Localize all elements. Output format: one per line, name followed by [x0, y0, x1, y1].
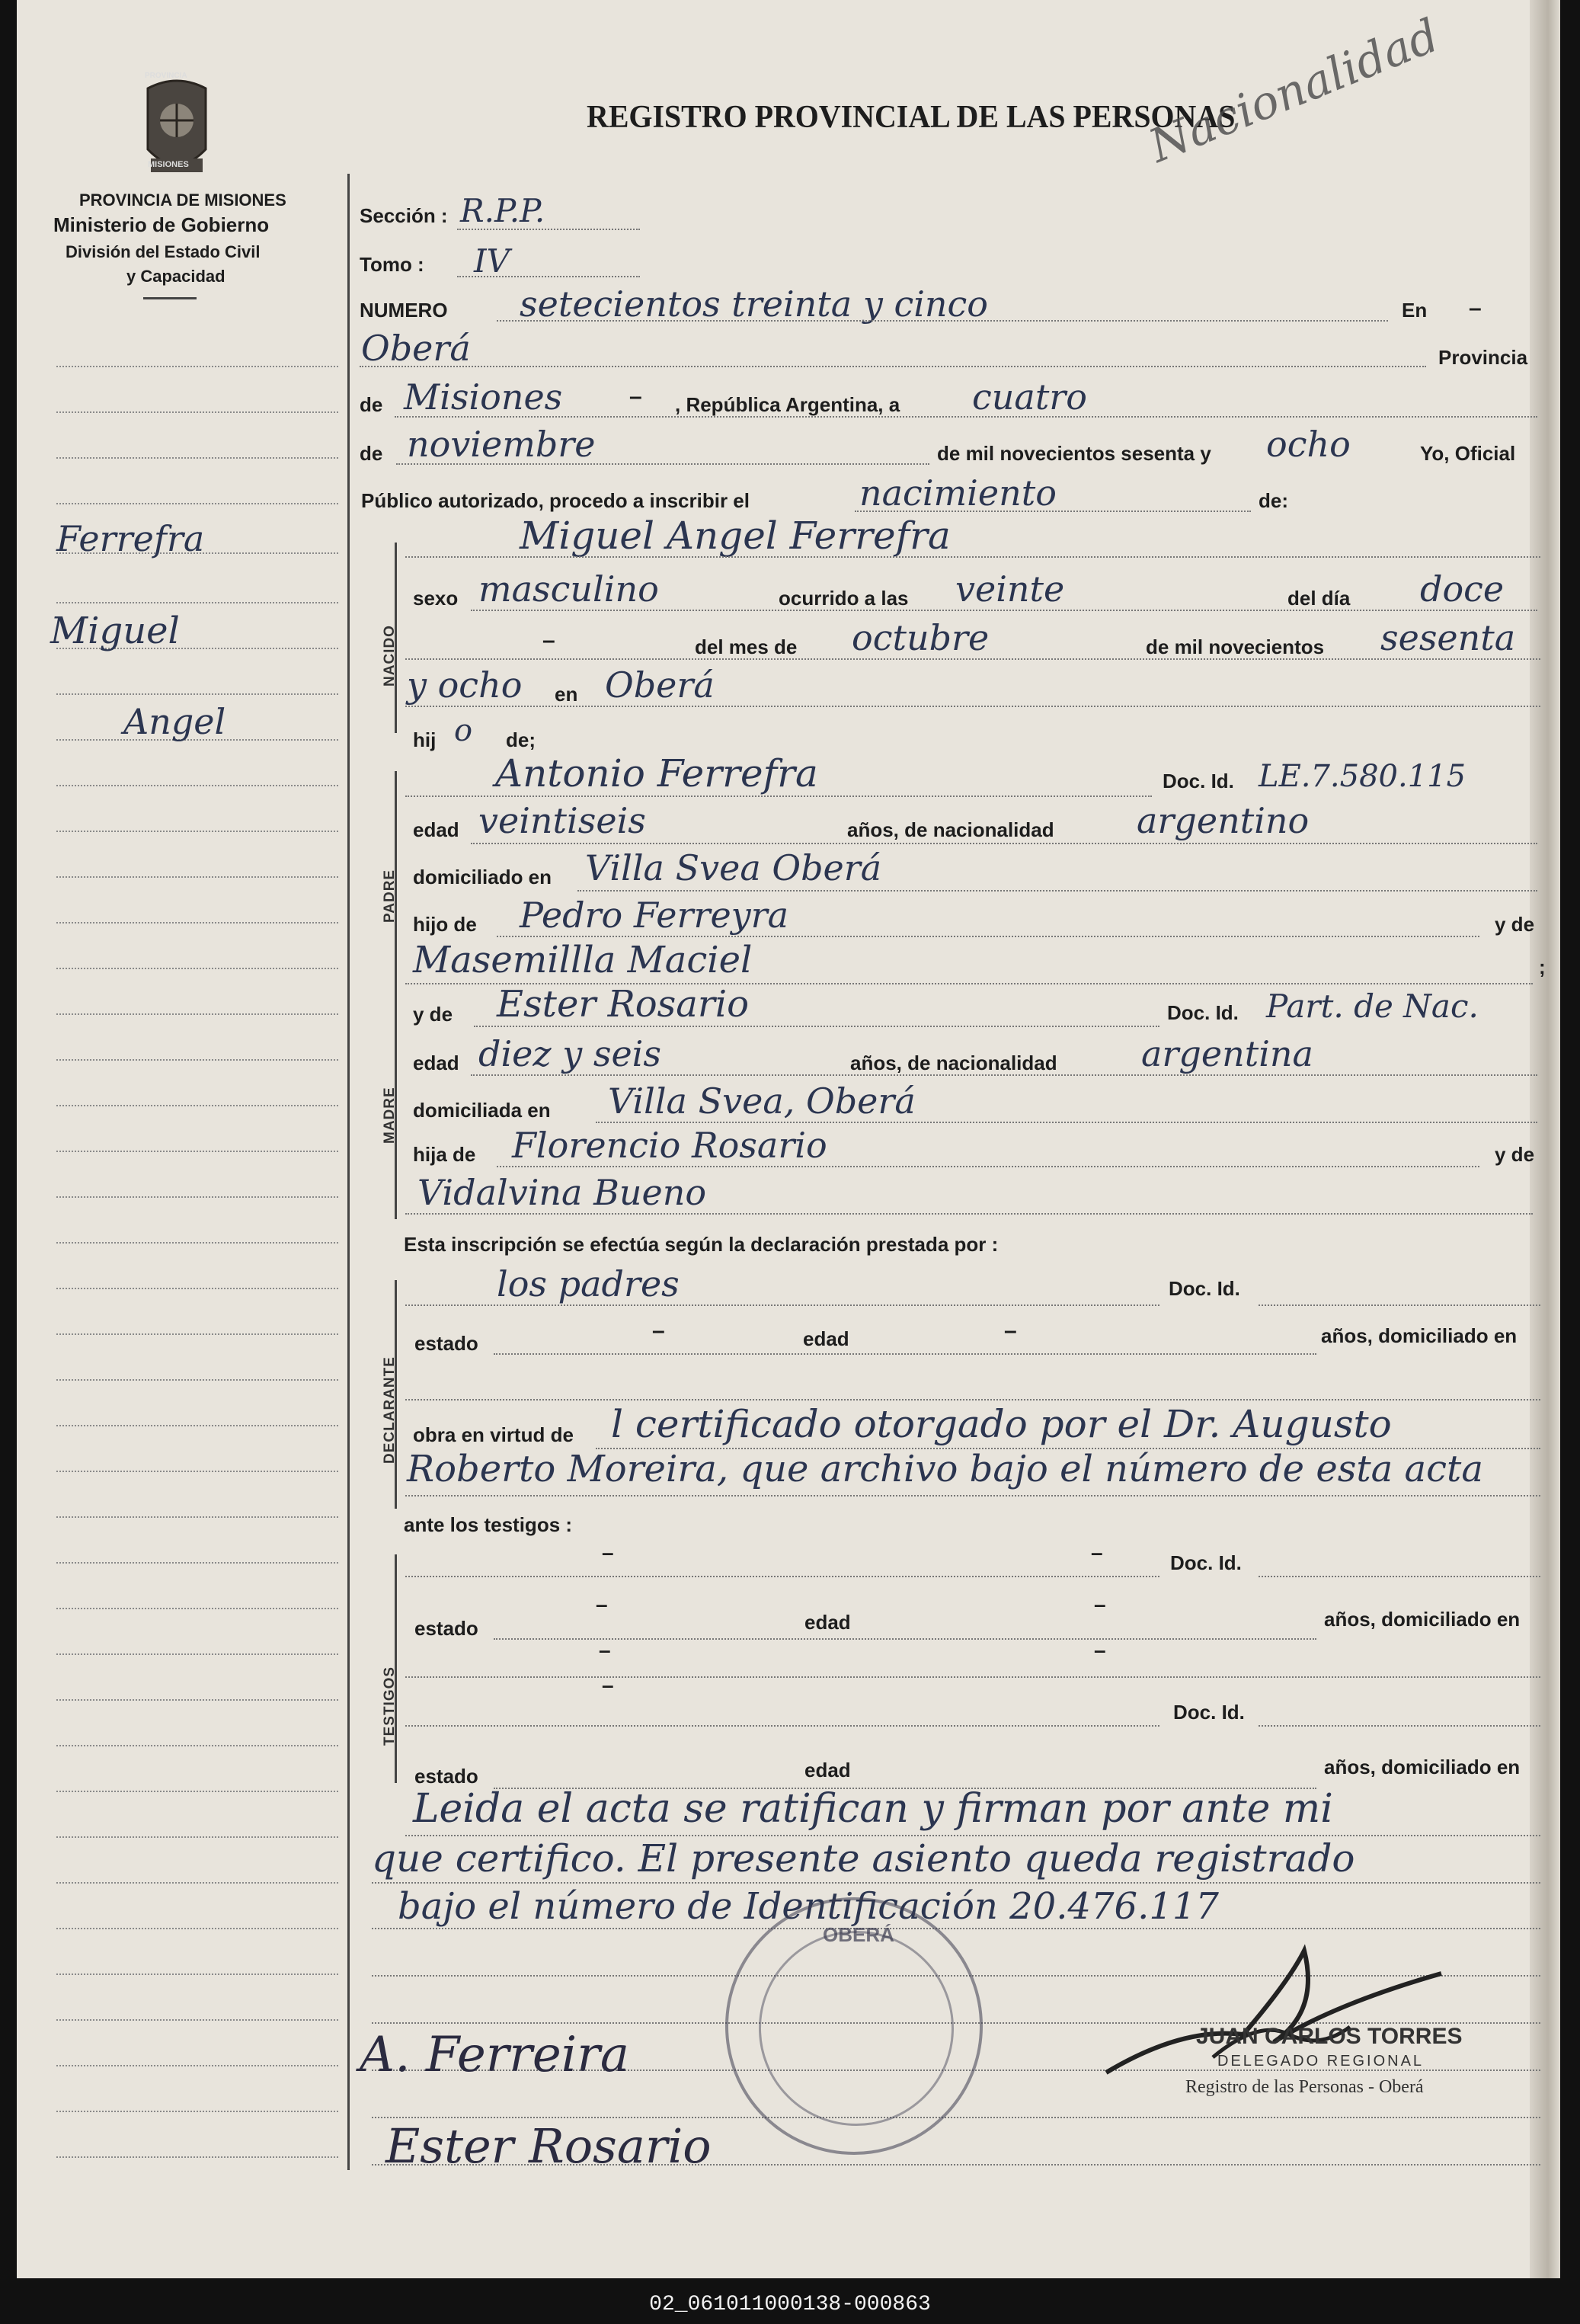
margin-line	[56, 1333, 338, 1335]
header-divider	[143, 297, 197, 299]
testigo1-estado-label: estado	[414, 1617, 478, 1640]
nacido-anio-value-2: y ocho	[407, 664, 523, 706]
padre-nacionalidad-label: años, de nacionalidad	[847, 818, 1054, 841]
padre-semicolon: ;	[1539, 956, 1546, 978]
provincia-label: Provincia	[1438, 346, 1528, 369]
testigo1-extra-dash-2: –	[1094, 1638, 1106, 1662]
padre-nacionalidad-value: argentino	[1137, 800, 1310, 841]
testigo1-edad-label: edad	[804, 1611, 851, 1634]
mes-value: noviembre	[407, 424, 596, 465]
margin-line	[56, 922, 338, 924]
tomo-label: Tomo :	[360, 253, 424, 276]
dash: –	[629, 384, 642, 409]
image-id-footer: 02_061011000138-000863	[649, 2293, 931, 2316]
testigo1-domicilio-line	[405, 1676, 1540, 1678]
padre-domicilio-line	[577, 890, 1537, 892]
testigo1-doc-label: Doc. Id.	[1170, 1551, 1242, 1574]
padre-abuela: Masemillla Maciel	[413, 939, 753, 981]
seccion-value: R.P.P.	[460, 192, 545, 229]
nacido-lugar-line	[405, 706, 1540, 707]
madre-domicilio-value: Villa Svea, Oberá	[608, 1080, 916, 1122]
nacido-lugar-value: Oberá	[605, 664, 715, 706]
padre-abuelo: Pedro Ferreyra	[520, 895, 789, 936]
padre-domicilio-value: Villa Svea Oberá	[585, 847, 882, 888]
declarante-nombre-line	[405, 1304, 1159, 1306]
declarante-intro: Esta inscripción se efectúa según la declaración prestada por :	[404, 1233, 999, 1256]
margin-line	[56, 1699, 338, 1701]
page-title: REGISTRO PROVINCIAL DE LAS PERSONAS	[587, 100, 1236, 135]
margin-line	[56, 1516, 338, 1518]
margin-second-name: Angel	[123, 701, 226, 742]
nacido-nombre: Miguel Angel Ferrefra	[520, 514, 951, 558]
testigo1-doc-line	[1259, 1576, 1540, 1577]
nacido-nombre-line	[405, 556, 1540, 558]
margin-line	[56, 1562, 338, 1564]
padre-nombre: Antonio Ferrefra	[495, 751, 818, 795]
margin-line	[56, 503, 338, 504]
stamp-text: OBERÁ	[823, 1923, 894, 1946]
padre-doc-label: Doc. Id.	[1163, 770, 1234, 792]
ministry-name: Ministerio de Gobierno	[53, 213, 270, 236]
anio-label: de mil novecientos sesenta y	[937, 442, 1211, 465]
margin-line	[56, 693, 338, 695]
en-label: En	[1402, 299, 1428, 322]
margin-line	[56, 2156, 338, 2158]
declarante-edad-label: edad	[803, 1327, 849, 1350]
madre-nombre: Ester Rosario	[497, 983, 750, 1026]
form-left-rule	[347, 174, 350, 2170]
sexo-label: sexo	[413, 587, 459, 610]
testigo1-estado-dash: –	[596, 1593, 608, 1616]
official-office: Registro de las Personas - Oberá	[1185, 2077, 1424, 2097]
testigos-section-label: TESTIGOS	[382, 1666, 398, 1746]
closing-line-3: bajo el número de Identificación 20.476.117	[398, 1885, 1219, 1928]
margin-line	[56, 1196, 338, 1198]
padre-y-de-label: y de	[1495, 913, 1535, 936]
margin-line	[56, 831, 338, 832]
padre-edad-value: veintiseis	[478, 800, 646, 841]
hijo-value: o	[454, 713, 473, 748]
hijo-de-label: de;	[506, 728, 536, 751]
ocurrido-label: ocurrido a las	[779, 587, 909, 610]
madre-doc-label: Doc. Id.	[1167, 1001, 1239, 1024]
obra-label: obra en virtud de	[413, 1423, 574, 1446]
numero-value: setecientos treinta y cinco	[520, 283, 989, 325]
madre-abuela-line	[405, 1213, 1533, 1215]
numero-label: NUMERO	[360, 299, 448, 322]
margin-line	[56, 2065, 338, 2066]
madre-edad-line	[471, 1074, 1537, 1076]
provincia-value: Misiones	[404, 376, 563, 418]
closing-line-2: que certifico. El presente asiento queda registrado	[372, 1836, 1355, 1881]
crest-bottom-text: MISIONES	[148, 160, 189, 169]
madre-domicilio-label: domiciliada en	[413, 1099, 551, 1122]
margin-line	[56, 366, 338, 367]
tomo-line	[457, 276, 640, 277]
division-line-1: División del Estado Civil	[66, 242, 261, 261]
madre-hija-de-label: hija de	[413, 1143, 476, 1166]
hijo-label: hij	[413, 728, 437, 751]
closing-line-1: Leida el acta se ratifican y firman por ante mi	[413, 1786, 1333, 1832]
anio-value: ocho	[1266, 424, 1351, 465]
division-line-2: y Capacidad	[126, 267, 225, 286]
margin-first-name: Miguel	[50, 610, 180, 652]
margin-line	[56, 1791, 338, 1792]
madre-y-de-label: y de	[413, 1003, 453, 1026]
margin-line	[56, 2019, 338, 2021]
margin-line	[56, 1059, 338, 1061]
padre-hijo-de-label: hijo de	[413, 913, 477, 936]
book-gutter	[1530, 0, 1560, 2278]
margin-line	[56, 1745, 338, 1746]
tomo-value: IV	[474, 242, 510, 280]
margin-line	[56, 876, 338, 878]
crest-top-text: PROVINCIA	[145, 72, 187, 80]
margin-line	[56, 1928, 338, 1929]
padre-edad-label: edad	[413, 818, 459, 841]
margin-line	[56, 1425, 338, 1426]
margin-line	[56, 785, 338, 786]
padre-section-label: PADRE	[382, 869, 398, 923]
margin-line	[56, 602, 338, 603]
obra-line-2	[405, 1495, 1540, 1497]
madre-abuela: Vidalvina Bueno	[417, 1172, 707, 1213]
margin-line	[56, 1973, 338, 1975]
madre-domicilio-line	[596, 1122, 1537, 1123]
testigo1-domicilio-label: años, domiciliado en	[1324, 1608, 1521, 1631]
nacido-anio-value: sesenta	[1380, 617, 1516, 658]
de-label: de	[360, 442, 383, 465]
dash: –	[542, 628, 555, 653]
testigo1-nombre-line	[405, 1576, 1159, 1577]
hora-value: veinte	[955, 568, 1065, 610]
testigo1-doc-dash: –	[1091, 1541, 1103, 1564]
margin-line	[56, 968, 338, 969]
lugar-line	[360, 366, 1426, 367]
padre-nombre-line	[405, 795, 1152, 797]
de-colon: de:	[1259, 489, 1288, 512]
testigo1-estado-line	[494, 1638, 1316, 1640]
margin-surname: Ferrefra	[56, 518, 205, 559]
testigo1-edad-dash: –	[1094, 1593, 1106, 1616]
madre-y-de-label-2: y de	[1495, 1143, 1535, 1166]
seccion-line	[457, 229, 640, 230]
padre-domicilio-label: domiciliado en	[413, 866, 552, 888]
nacido-mes-value: octubre	[852, 617, 990, 658]
sexo-line	[471, 610, 1537, 611]
testigos-intro: ante los testigos :	[404, 1513, 573, 1536]
closing-line-2-rule	[372, 1882, 1540, 1884]
madre-doc-value: Part. de Nac.	[1266, 988, 1479, 1025]
margin-line	[56, 1471, 338, 1472]
margin-line	[56, 1653, 338, 1655]
sexo-value: masculino	[478, 568, 659, 610]
declarante-domicilio-label: años, domiciliado en	[1321, 1324, 1518, 1347]
testigo2-dash: –	[602, 1673, 614, 1697]
margin-line	[56, 1151, 338, 1152]
margin-line	[56, 1288, 338, 1289]
padre-abuelo-line	[497, 936, 1479, 937]
dia-value: cuatro	[972, 376, 1087, 418]
nacido-section-label: NACIDO	[382, 625, 398, 687]
nacido-anio-label: de mil novecientos	[1146, 635, 1325, 658]
seccion-label: Sección :	[360, 204, 448, 227]
testigo2-doc-line	[1259, 1725, 1540, 1727]
declarante-estado-line	[494, 1353, 1316, 1355]
lugar-value: Oberá	[361, 328, 471, 369]
margin-line	[56, 457, 338, 459]
madre-nacionalidad-value: argentina	[1141, 1033, 1313, 1074]
official-title: DELEGADO REGIONAL	[1217, 2053, 1425, 2070]
inscribir-label: Público autorizado, procedo a inscribir el	[361, 489, 750, 512]
en-value: –	[1469, 296, 1482, 321]
acto-line	[855, 511, 1251, 512]
oficial-label: Yo, Oficial	[1420, 442, 1516, 465]
testigo2-doc-label: Doc. Id.	[1173, 1701, 1245, 1724]
obra-value-2: Roberto Moreira, que archivo bajo el número de esta acta	[407, 1448, 1483, 1490]
margin-line	[56, 1836, 338, 1838]
nacido-en-label: en	[555, 683, 578, 706]
acto-value: nacimiento	[859, 472, 1057, 514]
testigo1-extra-dash: –	[599, 1638, 611, 1662]
stamp-inner-ring	[759, 1931, 954, 2126]
numero-line	[497, 320, 1388, 322]
margin-line	[56, 1013, 338, 1015]
margin-line	[56, 1379, 338, 1381]
dia-line	[395, 416, 1537, 418]
margin-line	[56, 1105, 338, 1106]
margin-line	[56, 1608, 338, 1609]
madre-section-label: MADRE	[382, 1087, 398, 1144]
official-round-stamp	[725, 1897, 983, 2155]
madre-abuelo-line	[497, 1166, 1479, 1167]
republica-label: , República Argentina, a	[675, 393, 900, 416]
padre-edad-line	[471, 843, 1537, 844]
madre-nacionalidad-label: años, de nacionalidad	[850, 1052, 1057, 1074]
testigo2-edad-label: edad	[804, 1759, 851, 1781]
margin-line	[56, 1242, 338, 1244]
madre-nombre-line	[474, 1026, 1159, 1027]
obra-value-1: l certificado otorgado por el Dr. Augusto	[611, 1402, 1392, 1446]
official-name: JUAN CARLOS TORRES	[1196, 2024, 1463, 2049]
province-name: PROVINCIA DE MISIONES	[79, 190, 286, 210]
declarante-estado-dash: –	[652, 1318, 665, 1343]
testigo1-dash: –	[602, 1541, 614, 1564]
father-signature: A. Ferreira	[360, 2027, 629, 2083]
register-page	[17, 0, 1560, 2278]
dia-label: del día	[1287, 587, 1351, 610]
declarante-doc-line	[1259, 1304, 1540, 1306]
madre-edad-value: diez y seis	[478, 1033, 661, 1074]
mes-label: del mes de	[695, 635, 798, 658]
declarante-edad-dash: –	[1004, 1318, 1017, 1343]
nacido-dia-value: doce	[1420, 568, 1505, 610]
margin-line	[56, 1882, 338, 1884]
mother-signature: Ester Rosario	[385, 2118, 712, 2174]
nacionalidad-stamp: Nacionalidad	[1141, 8, 1447, 174]
testigo2-estado-label: estado	[414, 1765, 478, 1788]
declarante-doc-label: Doc. Id.	[1169, 1277, 1240, 1300]
margin-line	[56, 2111, 338, 2112]
madre-edad-label: edad	[413, 1052, 459, 1074]
mes-line	[396, 463, 929, 465]
mes-nacido-line	[405, 658, 1540, 660]
padre-doc-value: LE.7.580.115	[1259, 759, 1466, 794]
madre-abuelo: Florencio Rosario	[512, 1125, 827, 1166]
testigo2-domicilio-label: años, domiciliado en	[1324, 1756, 1521, 1778]
declarante-nombre: los padres	[497, 1263, 680, 1304]
de-label: de	[360, 393, 383, 416]
declarante-estado-label: estado	[414, 1332, 478, 1355]
margin-line	[56, 411, 338, 413]
declarante-section-label: DECLARANTE	[382, 1356, 398, 1464]
declarante-domicilio-line	[405, 1399, 1540, 1400]
testigo2-nombre-line	[405, 1725, 1159, 1727]
